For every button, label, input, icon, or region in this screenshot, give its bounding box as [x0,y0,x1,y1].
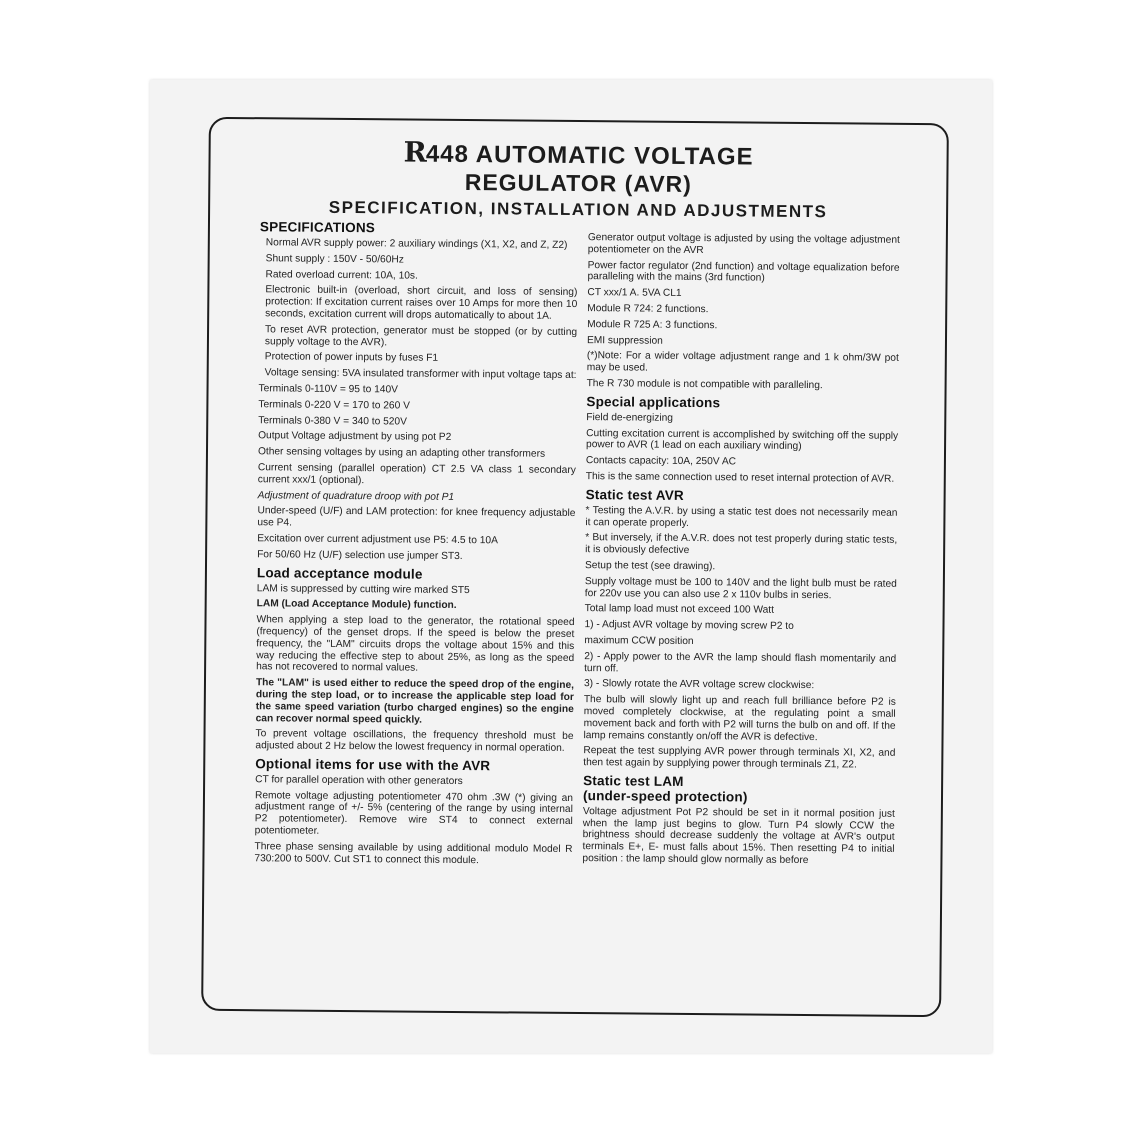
intro-item: Module R 725 A: 3 functions. [587,318,718,332]
special-item: Field de-energizing [586,411,674,424]
spec-item: Output Voltage adjustment by using pot P2 [258,430,452,444]
static-test-item: 2) - Apply power to the AVR the lamp should flash momentarily and turn off. [584,650,897,674]
spec-item: Normal AVR supply power: 2 auxiliary windings (X1, X2, and Z, Z2) [265,237,568,251]
static-test-item: The bulb will slowly light up and reach full brilliance before P2 is moved completely clockwise, at the regulating point a small movement back and forth with P2 will turns the bulb on and off. If the lamp remains constantly on/off the AVR is defective. [583,694,896,743]
spec-item: For 50/60 Hz (U/F) selection use jumper ST3. [257,548,463,562]
lam-paragraph: The "LAM" is used either to reduce the speed drop of the engine, during the step load, or to increase the applicable step load for the same speed variation (turbo charged engines) so the engine can recover normal speed quickly. [255,677,575,726]
spec-item: Electronic built-in (overload, short circuit, and loss of sensing) protection: If excitation current raises over 10 Amps for more then 10 seconds, excitation current will drops automatically to about 1A. [265,284,578,322]
intro-item: Generator output voltage is adjusted by using the voltage adjustment potentiometer on the AVR [587,232,900,256]
static-lam-heading-line-2: (under-speed protection) [582,787,748,805]
static-test-item: Repeat the test supplying AVR power through terminals XI, X2, and then test again by supplying power through terminals Z1, Z2. [583,745,896,771]
static-lam-paragraph: Voltage adjustment Pot P2 should be set in it normal position just when the lamp just begins to glow. Turn P4 slowly CCW the brightness should decrease suddenly the voltage at AVR's output terminals E+, E- must falls about 15%. Then resetting P4 to initial position : the lamp should glow normally as before [582,805,895,867]
specifications-heading: SPECIFICATIONS [259,219,376,236]
static-test-item: Total lamp load must not exceed 100 Watt [584,603,775,617]
intro-item: CT xxx/1 A. 5VA CL1 [587,287,682,300]
title-line-1-text: 448 AUTOMATIC VOLTAGE [425,140,754,171]
optional-item: CT for parallel operation with other generators [255,774,463,787]
intro-item: Module R 724: 2 functions. [587,303,709,316]
special-applications-heading: Special applications [586,393,721,411]
spec-item: Terminals 0-380 V = 340 to 520V [258,414,407,428]
lam-paragraph: LAM (Load Acceptance Module) function. [256,598,457,612]
content-frame [201,117,949,1017]
spec-item: Excitation over current adjustment use P5: 4.5 to 10A [257,533,498,547]
intro-item: The R 730 module is not compatible with paralleling. [586,378,823,392]
lam-paragraph: To prevent voltage oscillations, the frequency threshold must be adjusted about 2 Hz below the lowest frequency in normal operation. [255,728,574,755]
intro-item: EMI suppression [586,334,663,347]
static-lam-heading-line-1: Static test LAM [583,772,684,789]
optional-item: Three phase sensing available by using additional modulo Model R 730:200 to 500V. Cut ST1 to connect this module. [254,841,573,866]
spec-item: Terminals 0-220 V = 170 to 260 V [258,398,410,412]
special-item: Contacts capacity: 10A, 250V AC [585,455,737,468]
special-item: Cutting excitation current is accomplished by switching off the supply power to AVR (1 lead on each auxiliary winding) [586,427,899,453]
spec-item: Current sensing (parallel operation) CT 2.5 VA class 1 secondary current xxx/1 (optional). [257,462,576,486]
intro-item: Power factor regulator (2nd function) and voltage equalization before paralleling with the mains (3rd function) [587,259,900,285]
spec-item: Adjustment of quadrature droop with pot P1 [257,489,455,503]
spec-item: Other sensing voltages by using an adapting other transformers [257,446,546,460]
static-test-item: 1) - Adjust AVR voltage by moving screw P2 to [584,619,794,633]
intro-item: (*)Note: For a wider voltage adjustment range and 1 k ohm/3W pot may be used. [586,350,899,374]
lam-paragraph: When applying a step load to the generator, the rotational speed (frequency) of the genset drops. If the speed is below the preset frequency, the "LAM" circuits drops the voltage about 15% and this way reducing the effective step to about 25%, as long as the speed has not recovered to normal values. [256,614,575,674]
static-test-item: * But inversely, if the A.V.R. does not test properly during static tests, it is obviously defective [585,532,898,557]
optional-items-heading: Optional items for use with the AVR [255,756,491,774]
spec-item: Voltage sensing: 5VA insulated transformer with input voltage taps at: [264,367,577,382]
brand-logo: R [403,135,427,169]
spec-item: Rated overload current: 10A, 10s. [265,268,418,282]
static-test-item: maximum CCW position [584,635,694,647]
lam-heading: Load acceptance module [256,564,423,582]
spec-item: Under-speed (U/F) and LAM protection: for knee frequency adjustable use P4. [257,505,576,529]
spec-item: Shunt supply : 150V - 50/60Hz [265,253,404,266]
title-line-3: SPECIFICATION, INSTALLATION AND ADJUSTMENTS [328,197,828,222]
spec-item: Terminals 0-110V = 95 to 140V [258,383,398,396]
static-test-item: Setup the test (see drawing). [584,560,716,573]
static-test-lam-heading [583,773,895,806]
manual-sheet [150,80,992,1053]
lam-paragraph: LAM is suppressed by cutting wire marked ST5 [256,582,470,596]
static-test-item: 3) - Slowly rotate the AVR voltage screw clockwise: [583,678,815,692]
title-line-2: REGULATOR (AVR) [464,169,693,198]
special-item: This is the same connection used to reset internal protection of AVR. [585,471,895,485]
left-column [254,217,578,871]
static-test-item: Supply voltage must be 100 to 140V and the light bulb must be rated for 220v use you can also use 2 x 110v bulbs in series. [584,575,897,601]
static-test-avr-heading: Static test AVR [585,486,684,503]
document-title [210,137,947,225]
spec-item: Protection of power inputs by fuses F1 [264,351,439,365]
static-test-item: * Testing the A.V.R. by using a static test does not necessarily mean it can operate properly. [585,504,898,529]
spec-item: To reset AVR protection, generator must be stopped (or by cutting supply voltage to the AVR). [264,324,578,348]
optional-item: Remote voltage adjusting potentiometer 470 ohm .3W (*) giving an adjustment range of +/- 5% (centering of the range by using internal P2 potentiometer). Remove wire ST4 to connect external potentiometer. [254,789,574,837]
right-column [582,232,900,872]
